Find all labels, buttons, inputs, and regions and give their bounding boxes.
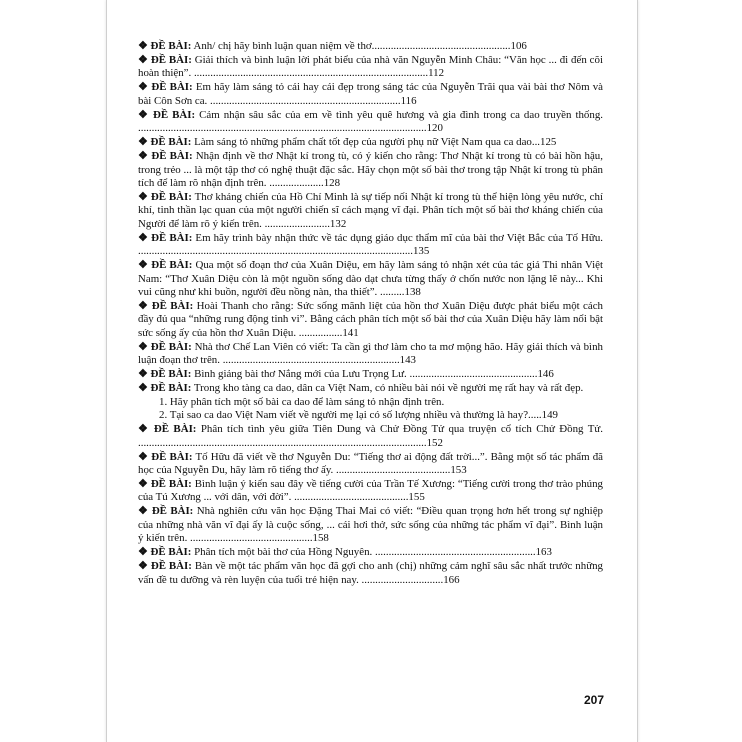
- toc-entry: [138, 368, 603, 381]
- entry-text: Nhà thơ Chế Lan Viên có viết: Ta cần gì thơ làm cho ta mơ mộng hão. Hãy giải thích và bình luận đoạn thơ trên. .................................................................143: [138, 340, 603, 367]
- toc-entry: [138, 259, 603, 299]
- toc-entry: [138, 191, 603, 231]
- entry-text: Thơ kháng chiến của Hồ Chí Minh là sự tiếp nối Nhật kí trong tù thể hiện lòng yêu nước, chí khí, tinh thần lạc quan của một người chiến sĩ cách mạng vĩ đại. Phân tích một số bài thơ kháng chiến của Người để làm rõ ý kiến trên. ........................132: [138, 191, 603, 230]
- entry-text: Bình luận ý kiến sau đây về tiếng cười của Trần Tế Xương: “Tiếng cười trong thơ trào phúng của Tú Xương ... với dân, với đời”. ..........................................155: [138, 477, 603, 504]
- toc-entry: [138, 546, 603, 559]
- toc-entry: [138, 423, 603, 450]
- entry-text: Phân tích tình yêu giữa Tiên Dung và Chử Đồng Tử qua truyện cổ tích Chử Đồng Tử. ..........................................................................................................152: [138, 423, 603, 449]
- bullet-icon: ❖: [138, 340, 148, 353]
- bullet-icon: ❖: [138, 81, 149, 94]
- entry-label: ĐỀ BÀI:: [151, 150, 193, 163]
- entry-label: ĐỀ BÀI:: [151, 450, 193, 463]
- entry-label: ĐỀ BÀI:: [150, 136, 192, 149]
- entry-text: Em hãy làm sáng tỏ cái hay cái đẹp trong sáng tác của Nguyễn Trãi qua vài bài thơ Nôm và bài Côn Sơn ca. ......................................................................116: [138, 81, 603, 107]
- bullet-icon: ❖: [138, 108, 150, 121]
- bullet-icon: ❖: [138, 450, 149, 463]
- toc-entry: [138, 300, 603, 340]
- entry-text: Bàn về một tác phẩm văn học đã gợi cho anh (chị) những cảm nghĩ sâu sắc nhất trước những vấn đề tu dưỡng và rèn luyện của tuổi trẻ hiện nay. ..............................166: [138, 560, 603, 586]
- entry-label: ĐỀ BÀI:: [151, 300, 194, 313]
- entry-label: ĐỀ BÀI:: [150, 477, 192, 490]
- bullet-icon: ❖: [138, 231, 149, 244]
- bullet-icon: ❖: [138, 423, 150, 436]
- entry-label: ĐỀ BÀI:: [150, 560, 192, 573]
- entry-label: ĐỀ BÀI:: [153, 108, 196, 121]
- entry-label: ĐỀ BÀI:: [150, 368, 192, 381]
- bullet-icon: ❖: [138, 546, 148, 559]
- entry-text: Nhận định về thơ Nhật kí trong tù, có ý kiến cho rằng: Thơ Nhật kí trong tù có bài hồn hậu, trong trẻo ... là một tập thơ có nghệ thuật đặc sắc. Hãy chọn một số bài thơ trong tập Nhật kí trong tù phân tích để làm rõ nhận định trên. ....................128: [138, 150, 603, 190]
- toc-entry: [138, 40, 603, 53]
- bullet-icon: ❖: [138, 136, 148, 149]
- entry-text: Anh/ chị hãy bình luận quan niệm về thơ...................................................106: [193, 40, 527, 52]
- entry-label: ĐỀ BÀI:: [151, 81, 193, 94]
- entry-label: ĐỀ BÀI:: [153, 423, 197, 436]
- entry-text: Qua một số đoạn thơ của Xuân Diệu, em hãy làm sáng tỏ nhận xét của tác giả Thi nhân Việt Nam: “Thơ Xuân Diệu còn là một nguồn sống dào dạt chưa từng thấy ở chốn nước non lặng lẽ này... Khi vui cũng như khi buồn, người đều nồng nàn, tha thiết”. .........138: [138, 259, 604, 299]
- bullet-icon: ❖: [138, 150, 149, 163]
- entry-text: Phân tích một bài thơ của Hồng Nguyên. ...........................................................163: [194, 546, 552, 559]
- toc-entry: [138, 136, 603, 149]
- entry-label: ĐỀ BÀI:: [151, 505, 194, 518]
- bullet-icon: ❖: [138, 191, 148, 204]
- toc-entry: [138, 478, 603, 505]
- entry-text: Em hãy trình bày nhận thức về tác dụng giáo dục thẩm mĩ của bài thơ Việt Bắc của Tố Hữu. .....................................................................................................135: [138, 231, 603, 258]
- toc-entry: [138, 382, 603, 422]
- toc-entry: [138, 81, 603, 108]
- entry-label: ĐỀ BÀI:: [150, 54, 192, 66]
- entry-text: Cảm nhận sâu sắc của em về tình yêu quê hương và gia đình trong ca dao truyền thống. ..........................................................................................................120: [138, 108, 603, 135]
- entry-label: ĐỀ BÀI:: [150, 382, 192, 395]
- entry-label: ĐỀ BÀI:: [151, 231, 193, 244]
- entry-label: ĐỀ BÀI:: [150, 546, 192, 559]
- bullet-icon: ❖: [138, 300, 149, 313]
- entry-subitem: 2. Tại sao ca dao Việt Nam viết về người mẹ lại có số lượng nhiều và thường là hay?.....149: [159, 409, 558, 422]
- bullet-icon: ❖: [138, 477, 148, 490]
- entry-text: Bình giảng bài thơ Nắng mới của Lưu Trọng Lư. ...............................................146: [194, 368, 554, 381]
- entry-text: Trong kho tàng ca dao, dân ca Việt Nam, có nhiều bài nói về người mẹ rất hay và rất đẹp.: [193, 382, 584, 395]
- entry-label: ĐỀ BÀI:: [151, 259, 193, 272]
- toc-entry: [138, 150, 603, 190]
- entry-text: Giải thích và bình luận lời phát biểu của nhà văn Nguyễn Minh Châu: “Văn học ... đi đến cõi hoàn thiện”. ......................................................................................112: [138, 54, 603, 80]
- bullet-icon: ❖: [138, 505, 149, 518]
- toc-entry: [138, 341, 603, 368]
- table-of-contents: [138, 40, 603, 588]
- entry-text: Làm sáng tỏ những phẩm chất tốt đẹp của người phụ nữ Việt Nam qua ca dao...125: [194, 136, 557, 149]
- entry-label: ĐỀ BÀI:: [150, 40, 192, 52]
- toc-entry: [138, 560, 603, 587]
- entry-text: Hoài Thanh cho rằng: Sức sống mãnh liệt của hồn thơ Xuân Diệu được phát biểu một cách đầy đủ qua “những rung động tinh vi”. Bằng cách phân tích một số bài thơ của Xuân Diệu hãy làm nổi bật sức sống ấy của hồn thơ Xuân Diệu. ................141: [138, 300, 603, 339]
- entry-text: Nhà nghiên cứu văn học Đặng Thai Mai có viết: “Điều quan trọng hơn hết trong sự nghiệp của những nhà văn vĩ đại ấy là cuộc sống, ... cái hơi thở, sức sống của những tác phẩm vĩ đại”. Bình luận ý kiến trên. .............................................158: [138, 505, 603, 545]
- entry-label: ĐỀ BÀI:: [150, 340, 192, 353]
- toc-entry: [138, 505, 603, 545]
- bullet-icon: ❖: [138, 560, 148, 573]
- bullet-icon: ❖: [138, 54, 148, 66]
- bullet-icon: ❖: [138, 40, 148, 52]
- bullet-icon: ❖: [138, 382, 148, 395]
- toc-entry: [138, 109, 603, 136]
- entry-label: ĐỀ BÀI:: [150, 191, 192, 204]
- bullet-icon: ❖: [138, 259, 149, 272]
- toc-entry: [138, 54, 603, 81]
- page-number: 207: [583, 693, 604, 707]
- entry-subitem: 1. Hãy phân tích một số bài ca dao để làm sáng tỏ nhận định trên.: [159, 395, 445, 408]
- bullet-icon: ❖: [138, 368, 148, 381]
- toc-entry: [138, 232, 603, 259]
- toc-entry: [138, 451, 603, 478]
- entry-text: Tố Hữu đã viết về thơ Nguyễn Du: “Tiếng thơ ai động đất trời...”. Bằng một số tác phẩm đã học của Nguyễn Du, hãy làm rõ tiếng thơ ấy. ..........................................153: [138, 450, 603, 476]
